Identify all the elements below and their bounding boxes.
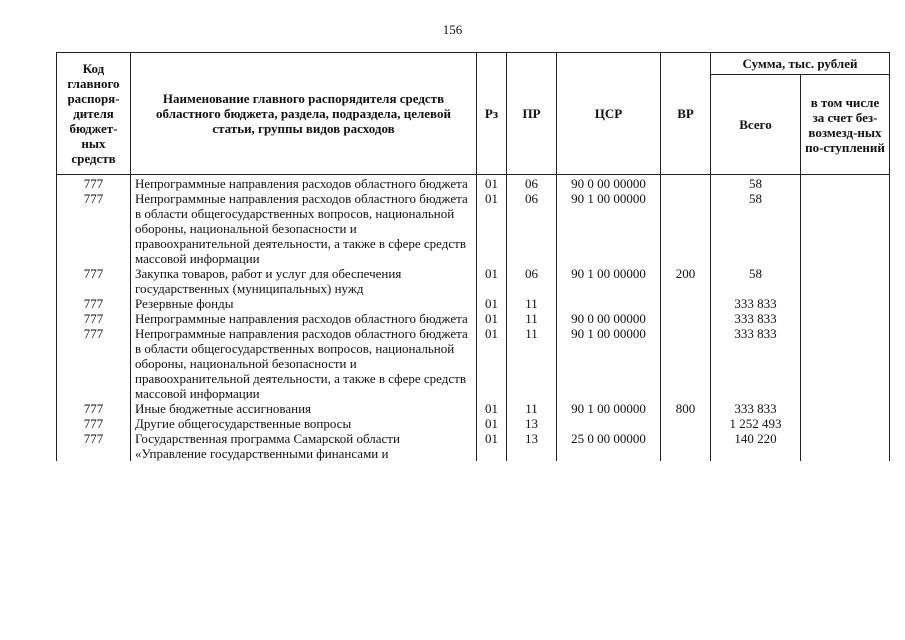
cell-pr: 11: [507, 401, 557, 416]
cell-free: [801, 401, 890, 416]
cell-vr: [661, 296, 711, 311]
cell-code: 777: [57, 296, 131, 311]
cell-name: Непрограммные направления расходов областного бюджета в области общегосударственных вопросов, национальной обороны, национальной безопасности и правоохранительной деятельности, а также в сфере средств массовой информации: [131, 326, 477, 401]
cell-total: 58: [711, 191, 801, 266]
cell-total: 1 252 493: [711, 416, 801, 431]
cell-vr: [661, 175, 711, 192]
header-rz: Рз: [477, 53, 507, 175]
cell-pr: 11: [507, 326, 557, 401]
cell-rz: 01: [477, 431, 507, 461]
table-row: [57, 311, 890, 326]
cell-free: [801, 416, 890, 431]
cell-vr: 800: [661, 401, 711, 416]
cell-name: Резервные фонды: [131, 296, 477, 311]
header-total: Всего: [711, 75, 801, 175]
cell-total: 333 833: [711, 296, 801, 311]
cell-vr: [661, 416, 711, 431]
cell-vr: [661, 191, 711, 266]
table-row: [57, 431, 890, 461]
cell-name: Другие общегосударственные вопросы: [131, 416, 477, 431]
cell-rz: 01: [477, 311, 507, 326]
cell-rz: 01: [477, 416, 507, 431]
table-row: [57, 175, 890, 192]
cell-pr: 11: [507, 296, 557, 311]
table-row: [57, 416, 890, 431]
cell-csr: 90 1 00 00000: [557, 326, 661, 401]
cell-rz: 01: [477, 175, 507, 192]
header-csr: ЦСР: [557, 53, 661, 175]
cell-rz: 01: [477, 326, 507, 401]
cell-csr: 90 1 00 00000: [557, 266, 661, 296]
cell-free: [801, 326, 890, 401]
cell-csr: 25 0 00 00000: [557, 431, 661, 461]
cell-pr: 06: [507, 191, 557, 266]
cell-total: 58: [711, 266, 801, 296]
page-number: 156: [442, 22, 463, 37]
cell-vr: 200: [661, 266, 711, 296]
cell-code: 777: [57, 401, 131, 416]
cell-csr: [557, 296, 661, 311]
cell-vr: [661, 326, 711, 401]
budget-table: [56, 52, 890, 461]
cell-free: [801, 266, 890, 296]
cell-rz: 01: [477, 296, 507, 311]
table-row: [57, 191, 890, 266]
cell-free: [801, 311, 890, 326]
cell-rz: 01: [477, 401, 507, 416]
header-free: в том числе за счет без-возмезд-ных по-ступлений: [801, 75, 890, 175]
cell-free: [801, 296, 890, 311]
cell-csr: 90 0 00 00000: [557, 311, 661, 326]
cell-code: 777: [57, 416, 131, 431]
cell-code: 777: [57, 311, 131, 326]
cell-free: [801, 175, 890, 192]
cell-code: 777: [57, 175, 131, 192]
cell-name: Непрограммные направления расходов областного бюджета: [131, 175, 477, 192]
cell-rz: 01: [477, 266, 507, 296]
cell-free: [801, 431, 890, 461]
cell-pr: 11: [507, 311, 557, 326]
table-row: [57, 401, 890, 416]
cell-free: [801, 191, 890, 266]
cell-name: Непрограммные направления расходов областного бюджета в области общегосударственных вопросов, национальной обороны, национальной безопасности и правоохранительной деятельности, а также в сфере средств массовой информации: [131, 191, 477, 266]
header-pr: ПР: [507, 53, 557, 175]
cell-pr: 06: [507, 266, 557, 296]
table-header: [57, 53, 890, 175]
cell-pr: 13: [507, 416, 557, 431]
cell-rz: 01: [477, 191, 507, 266]
header-name: Наименование главного распорядителя средств областного бюджета, раздела, подраздела, целевой статьи, группы видов расходов: [131, 53, 477, 175]
cell-code: 777: [57, 191, 131, 266]
table-row: [57, 296, 890, 311]
cell-name: Непрограммные направления расходов областного бюджета: [131, 311, 477, 326]
cell-pr: 06: [507, 175, 557, 192]
table-row: [57, 266, 890, 296]
cell-csr: 90 1 00 00000: [557, 401, 661, 416]
cell-total: 333 833: [711, 401, 801, 416]
cell-vr: [661, 311, 711, 326]
table-row: [57, 326, 890, 401]
cell-vr: [661, 431, 711, 461]
cell-total: 333 833: [711, 311, 801, 326]
cell-csr: 90 1 00 00000: [557, 191, 661, 266]
cell-name: Иные бюджетные ассигнования: [131, 401, 477, 416]
header-sum: Сумма, тыс. рублей: [711, 53, 890, 75]
cell-pr: 13: [507, 431, 557, 461]
cell-name: Государственная программа Самарской области «Управление государственными финансами и: [131, 431, 477, 461]
table-body: [57, 175, 890, 462]
header-code: Код главного распоря-дителя бюджет-ных средств: [57, 53, 131, 175]
cell-total: 140 220: [711, 431, 801, 461]
cell-code: 777: [57, 266, 131, 296]
cell-total: 333 833: [711, 326, 801, 401]
cell-code: 777: [57, 326, 131, 401]
cell-name: Закупка товаров, работ и услуг для обеспечения государственных (муниципальных) нужд: [131, 266, 477, 296]
cell-csr: [557, 416, 661, 431]
cell-total: 58: [711, 175, 801, 192]
cell-csr: 90 0 00 00000: [557, 175, 661, 192]
cell-code: 777: [57, 431, 131, 461]
header-vr: ВР: [661, 53, 711, 175]
